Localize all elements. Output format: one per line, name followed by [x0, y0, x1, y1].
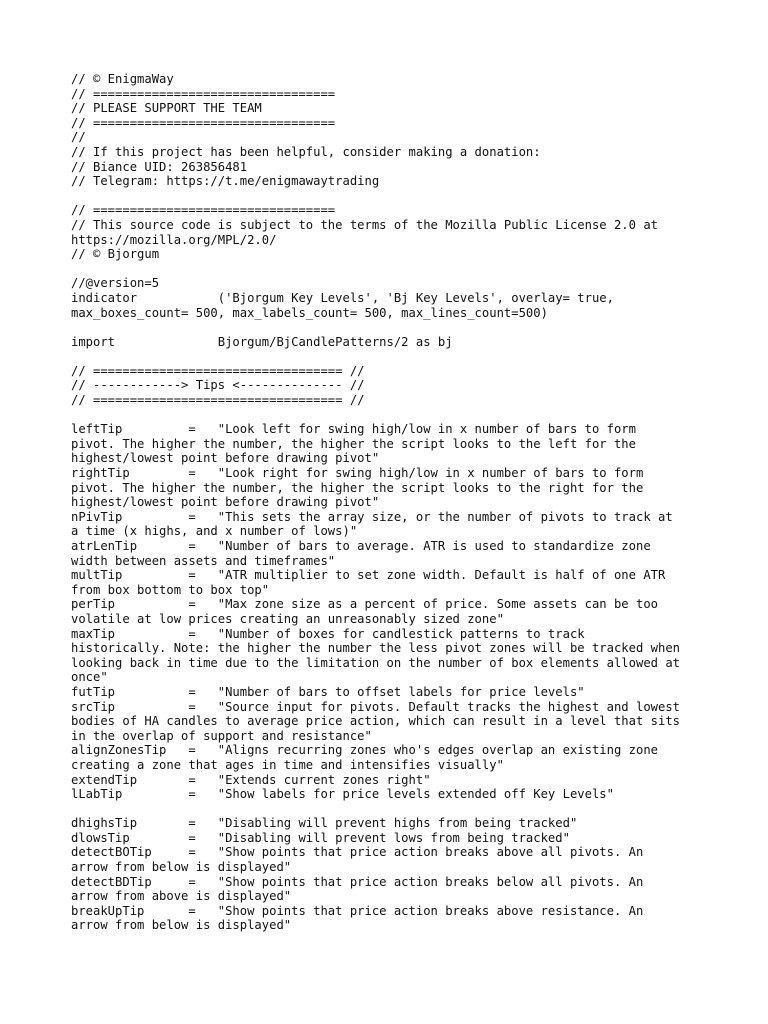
code-line: // PLEASE SUPPORT THE TEAM: [71, 101, 262, 116]
code-line: pivot. The higher the number, the higher the script looks to the left for the: [71, 436, 636, 451]
code-line: arrow from below is displayed": [71, 860, 292, 875]
code-line: // =================================: [71, 203, 336, 218]
code-line: // © Bjorgum: [71, 247, 160, 262]
code-line: import Bjorgum/BjCandlePatterns/2 as bj: [71, 334, 453, 349]
code-line: srcTip = "Source input for pivots. Default tracks the highest and lowest: [71, 699, 681, 714]
code-line: // This source code is subject to the terms of the Mozilla Public License 2.0 at: [71, 217, 658, 232]
code-line: looking back in time due to the limitation on the number of box elements allowed at: [71, 655, 681, 670]
code-line: multTip = "ATR multiplier to set zone width. Default is half of one ATR: [71, 568, 666, 583]
code-line: from box bottom to box top": [71, 582, 270, 597]
code-line: breakUpTip = "Show points that price action breaks above resistance. An: [71, 903, 644, 918]
code-line: extendTip = "Extends current zones right": [71, 772, 431, 787]
code-line: // Biance UID: 263856481: [71, 159, 248, 174]
code-line: arrow from below is displayed": [71, 918, 292, 933]
code-line: https://mozilla.org/MPL/2.0/: [71, 232, 277, 247]
code-line: perTip = "Max zone size as a percent of price. Some assets can be too: [71, 597, 658, 612]
code-line: lLabTip = "Show labels for price levels extended off Key Levels": [71, 787, 614, 802]
code-line: alignZonesTip = "Aligns recurring zones who's edges overlap an existing zone: [71, 743, 658, 758]
code-line: detectBDTip = "Show points that price action breaks below all pivots. An: [71, 874, 644, 889]
blank-line: [71, 320, 711, 335]
code-line: nPivTip = "This sets the array size, or the number of pivots to track at: [71, 509, 673, 524]
code-line: width between assets and timeframes": [71, 553, 336, 568]
code-line: in the overlap of support and resistance": [71, 728, 372, 743]
blank-line: [71, 189, 711, 204]
code-line: // ================================== //: [71, 363, 365, 378]
blank-line: [71, 802, 711, 817]
blank-line: [71, 262, 711, 277]
code-document: [71, 72, 711, 933]
code-line: atrLenTip = "Number of bars to average. ATR is used to standardize zone: [71, 539, 651, 553]
code-line: rightTip = "Look right for swing high/low in x number of bars to form: [71, 466, 644, 481]
code-line: // ================================== //: [71, 393, 365, 408]
code-line: // =================================: [71, 86, 336, 101]
code-line: bodies of HA candles to average price action, which can result in a level that sits: [71, 714, 681, 729]
code-line: leftTip = "Look left for swing high/low in x number of bars to form: [71, 422, 636, 437]
code-line: creating a zone that ages in time and intensifies visually": [71, 757, 504, 772]
code-line: // Telegram: https://t.me/enigmawaytrading: [71, 174, 380, 189]
code-line: volatile at low prices creating an unreasonably sized zone": [71, 611, 504, 626]
code-line: // ------------> Tips <-------------- //: [71, 378, 365, 393]
code-line: arrow from above is displayed": [71, 889, 292, 904]
code-line: maxTip = "Number of boxes for candlestick patterns to track: [71, 626, 585, 641]
code-line: pivot. The higher the number, the higher the script looks to the right for the: [71, 480, 644, 495]
code-line: highest/lowest point before drawing pivot": [71, 451, 380, 466]
code-line: max_boxes_count= 500, max_labels_count= 500, max_lines_count=500): [71, 305, 548, 320]
code-line: //: [71, 130, 86, 145]
code-line: dhighsTip = "Disabling will prevent highs from being tracked": [71, 816, 578, 831]
code-line: //@version=5: [71, 276, 160, 291]
code-line: dlowsTip = "Disabling will prevent lows from being tracked": [71, 830, 570, 845]
code-line: historically. Note: the higher the number the less pivot zones will be tracked when: [71, 641, 681, 656]
code-line: detectBOTip = "Show points that price action breaks above all pivots. An: [71, 845, 644, 860]
code-line: indicator ('Bjorgum Key Levels', 'Bj Key Levels', overlay= true,: [71, 290, 614, 305]
code-line: once": [71, 670, 108, 685]
code-line: // =================================: [71, 115, 336, 130]
code-line: // If this project has been helpful, consider making a donation:: [71, 144, 541, 159]
code-line: a time (x highs, and x number of lows)": [71, 524, 358, 539]
code-line: futTip = "Number of bars to offset labels for price levels": [71, 684, 585, 699]
blank-line: [71, 349, 711, 364]
code-line: highest/lowest point before drawing pivot": [71, 495, 380, 510]
blank-line: [71, 408, 711, 423]
code-line: // © EnigmaWay: [71, 72, 174, 86]
